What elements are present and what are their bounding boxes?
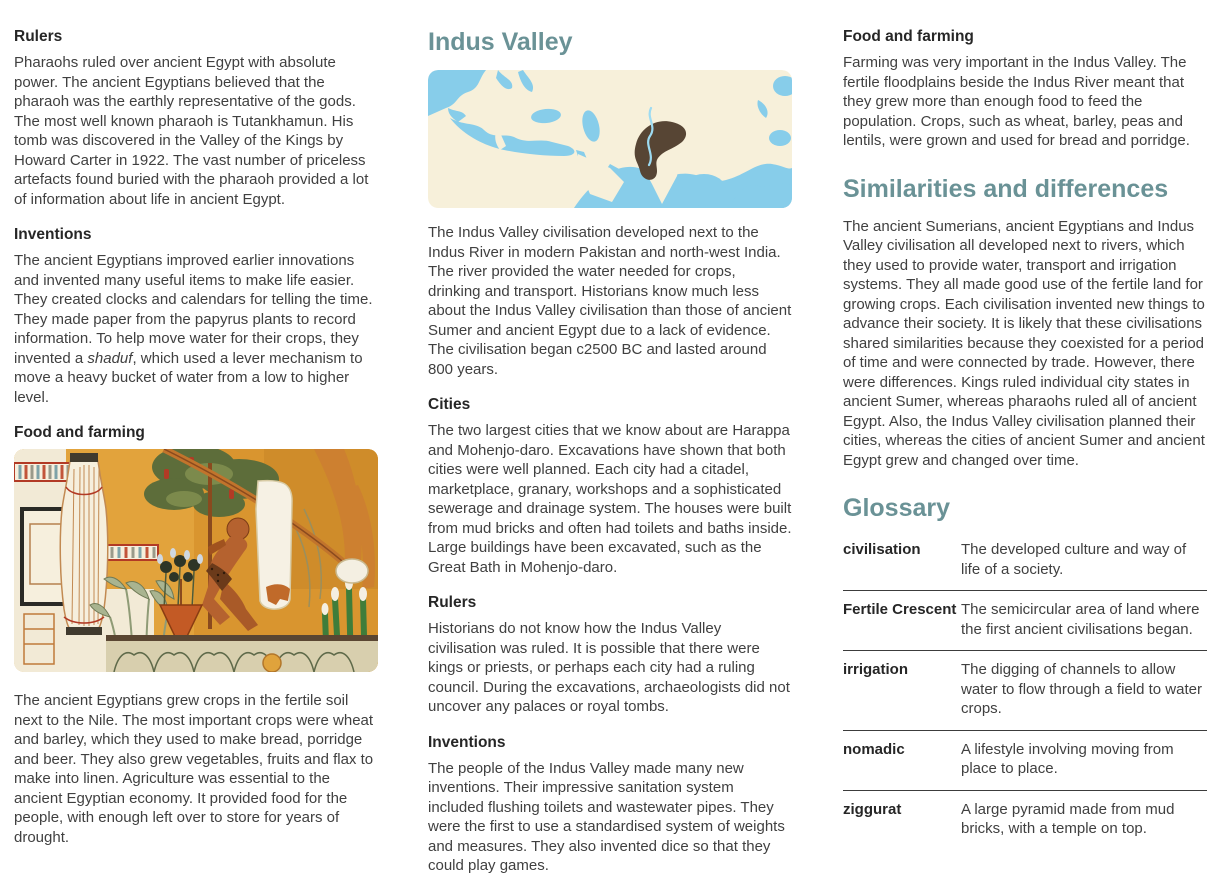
indus-inventions-paragraph: The people of the Indus Valley made many new inventions. Their impressive sanitation system included flushing toilets and wastewater pipes. They were the first to use a standardised system of weights and measures. They also invented dice so that they could play games. — [428, 759, 785, 874]
indus-food-heading: Food and farming — [843, 28, 974, 45]
egypt-inventions-paragraph — [14, 251, 378, 407]
glossary-definition: The digging of channels to allow water to flow through a field to water crops. — [961, 661, 1202, 717]
comparison-column — [843, 28, 1207, 850]
shaduf-italic-term: shaduf — [87, 349, 133, 367]
glossary-definition: The semicircular area of land where the first ancient civilisations began. — [961, 601, 1200, 638]
indus-valley-map-figure — [428, 70, 792, 208]
inventions-text-post: , which used a lever mechanism to move a heavy bucket of water from a low to higher level. — [14, 349, 363, 406]
indus-food-paragraph: Farming was very important in the Indus Valley. The fertile floodplains beside the Indus River meant that they grew more than enough food to feed the population. Crops, such as wheat, barley, peas and lentils, were grown and used for bread and porridge. — [843, 54, 1190, 149]
egypt-inventions-heading: Inventions — [14, 226, 92, 243]
indus-valley-title: Indus Valley — [428, 28, 573, 56]
indus-cities-paragraph: The two largest cities that we know about are Harappa and Mohenjo-daro. Excavations have shown that both cities were well planned. Each city had a citadel, marketplace, granary, workshops and a sophisticated sewerage and drainage system. The houses were built from mud bricks and often had toilets and baths inside. Large buildings have been excavated, such as the Great Bath in Mohenjo-daro. — [428, 422, 792, 576]
similarities-title: Similarities and differences — [843, 174, 1169, 203]
indus-valley-column — [428, 28, 792, 893]
glossary-definition: A large pyramid made from mud bricks, with a temple on top. — [961, 800, 1175, 837]
glossary-term: ziggurat — [843, 800, 902, 818]
glossary-title: Glossary — [843, 494, 951, 522]
glossary-term: civilisation — [843, 541, 921, 558]
inventions-text-pre: The ancient Egyptians improved earlier innovations and invented many useful items to make life easier. They created clocks and calendars for telling the time. They made paper from the papyrus plants to record information. To help move water for their crops, they invented a — [14, 252, 373, 367]
glossary-term: Fertile Crescent — [843, 601, 957, 618]
indus-intro-paragraph: The Indus Valley civilisation developed next to the Indus River in modern Pakistan and north-west India. The river provided the water needed for crops, drinking and transport. Historians know much less about the Indus Valley civilisation than those of ancient Sumer and ancient Egypt due to a lack of evidence. The civilisation began c2500 BC and lasted around 800 years. — [428, 224, 792, 378]
glossary-table — [843, 531, 1207, 850]
glossary-row-civilisation — [843, 531, 1207, 591]
egypt-food-heading: Food and farming — [14, 424, 145, 441]
glossary-row-nomadic — [843, 731, 1207, 791]
glossary-row-fertile-crescent — [843, 591, 1207, 651]
glossary-term: irrigation — [843, 661, 909, 678]
indus-valley-map-image — [428, 70, 792, 208]
similarities-paragraph: The ancient Sumerians, ancient Egyptians and Indus Valley civilisation all developed next to rivers, which they used to provide water, transport and irrigation systems. They all made good use of the fertile land for growing crops. Each civilisation invented new things to advance their society. It is likely that these civilisations shared similarities because they coexisted for a period of time and were connected by trade. However, there were differences. Kings ruled individual city states in ancient Sumer, whereas pharaohs ruled all of ancient Egypt. Also, the Indus Valley civilisation planned their cities, whereas the cities of ancient Sumer and ancient Egypt grew and changed over time. — [843, 217, 1205, 469]
glossary-row-irrigation — [843, 651, 1207, 731]
egypt-rulers-paragraph: Pharaohs ruled over ancient Egypt with absolute power. The ancient Egyptians believed that the pharaoh was the earthly representative of the gods. The most well known pharaoh is Tutankhamun. His tomb was discovered in the Valley of the Kings by Howard Carter in 1922. The vast number of priceless artefacts found buried with the pharaoh provided a lot of information about life in ancient Egypt. — [14, 54, 369, 208]
glossary-term: nomadic — [843, 740, 905, 758]
egypt-food-paragraph: The ancient Egyptians grew crops in the fertile soil next to the Nile. The most important crops were wheat and barley, which they used to make bread, porridge and beer. They also grew vegetables, fruits and flax to make into linen. Agriculture was essential to the ancient Egyptian economy. It provided food for the people, with enough left over to store for years of drought. — [14, 692, 374, 846]
indus-inventions-heading: Inventions — [428, 733, 506, 751]
glossary-definition: A lifestyle involving moving from place to place. — [961, 740, 1174, 777]
indus-rulers-heading: Rulers — [428, 594, 477, 611]
egyptian-painting-figure — [14, 449, 378, 672]
egyptian-painting-image — [14, 449, 378, 672]
indus-rulers-paragraph: Historians do not know how the Indus Valley civilisation was ruled. It is possible that there were kings or priests, or perhaps each city had a ruling council. During the excavations, archaeologists did not uncover any palaces or royal tombs. — [428, 620, 790, 715]
glossary-row-ziggurat — [843, 791, 1207, 850]
egypt-rulers-heading: Rulers — [14, 28, 63, 45]
egypt-column — [14, 28, 378, 864]
indus-cities-heading: Cities — [428, 396, 471, 413]
glossary-definition: The developed culture and way of life of a society. — [961, 541, 1187, 578]
